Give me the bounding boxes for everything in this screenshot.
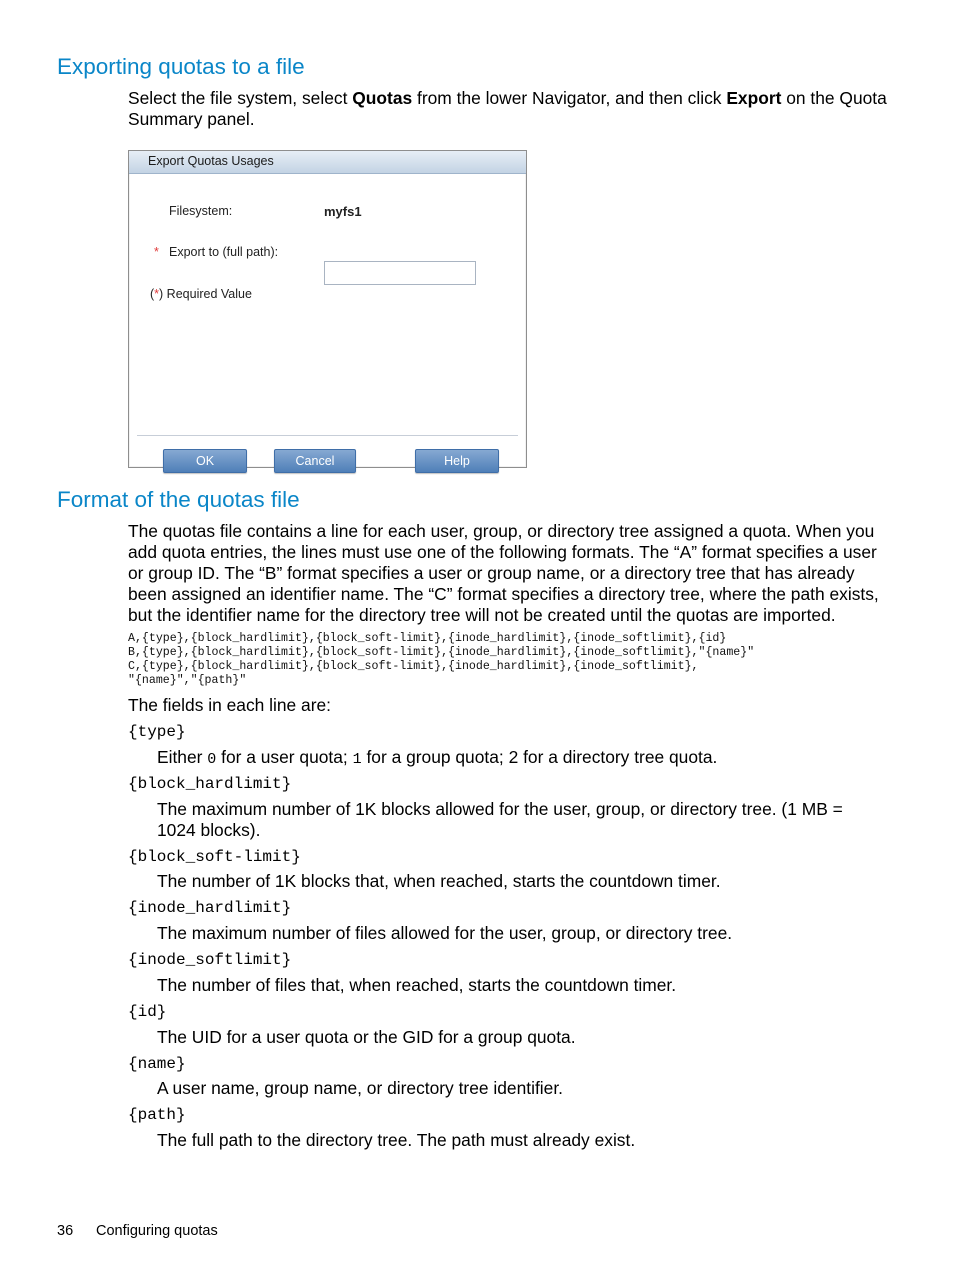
field-term: {path} [128, 1106, 186, 1124]
help-button[interactable]: Help [415, 449, 499, 473]
section-heading-exporting-quotas: Exporting quotas to a file [57, 54, 305, 79]
dialog-separator [137, 435, 518, 436]
fields-intro: The fields in each line are: [128, 695, 332, 715]
section-heading-format-of-quotas-file: Format of the quotas file [57, 487, 300, 512]
field-description: The maximum number of 1K blocks allowed for the user, group, or directory tree. (1 MB = 1024 blocks). [157, 799, 843, 840]
export-quotas-dialog [128, 150, 527, 468]
dialog-title-bar [129, 151, 526, 174]
filesystem-label: Filesystem: [169, 204, 233, 218]
field-term: {id} [128, 1003, 167, 1021]
field-term: {type} [128, 723, 186, 741]
field-description: The UID for a user quota or the GID for a group quota. [157, 1027, 576, 1047]
export-path-label: Export to (full path): [169, 245, 279, 259]
dialog-body [130, 174, 525, 466]
footer-section-title: Configuring quotas [96, 1223, 218, 1239]
field-description: The number of files that, when reached, starts the countdown timer. [157, 975, 677, 995]
format-code-block: A,{type},{block_hardlimit},{block_soft-limit},{inode_hardlimit},{inode_softlimit},{id} B,{type},{block_hardlimit},{block_soft-limit},{inode_hardlimit},{inode_softlimit},"{name}" C,{type},{block_hardlimit},{block_soft-limit},{inode_hardlimit},{inode_softlimit}, "{name}","{path}" [128, 632, 755, 687]
required-star-icon: * [154, 245, 159, 259]
ok-button[interactable]: OK [163, 449, 247, 473]
required-value-note: (*) Required Value [150, 287, 252, 301]
field-term: {block_soft-limit} [128, 848, 301, 866]
export-instructions: Select the file system, select Quotas from the lower Navigator, and then click Export on the Quota Summary panel. [128, 88, 887, 129]
page-number: 36 [57, 1223, 74, 1239]
field-term: {name} [128, 1055, 186, 1073]
export-path-input[interactable] [324, 261, 476, 285]
field-term: {block_hardlimit} [128, 775, 292, 793]
field-description: Either 0 for a user quota; 1 for a group quota; 2 for a directory tree quota. [157, 747, 718, 768]
field-term: {inode_softlimit} [128, 951, 292, 969]
dialog-title: Export Quotas Usages [148, 154, 274, 168]
format-description: The quotas file contains a line for each user, group, or directory tree assigned a quota. When you add quota entries, the lines must use one of the following formats. The “A” format specifies a user or group ID. The “B” format specifies a user or group name, or a directory tree that has already been assigned an identifier name. The “C” format specifies a directory tree, where the path exists, but the identifier name for the directory tree will not be created until the quotas are imported. [128, 521, 879, 625]
field-description: The full path to the directory tree. The path must already exist. [157, 1130, 636, 1150]
field-description: A user name, group name, or directory tree identifier. [157, 1078, 563, 1098]
cancel-button[interactable]: Cancel [274, 449, 356, 473]
field-description: The maximum number of files allowed for the user, group, or directory tree. [157, 923, 733, 943]
field-description: The number of 1K blocks that, when reached, starts the countdown timer. [157, 871, 721, 891]
field-term: {inode_hardlimit} [128, 899, 292, 917]
filesystem-value: myfs1 [324, 204, 362, 219]
